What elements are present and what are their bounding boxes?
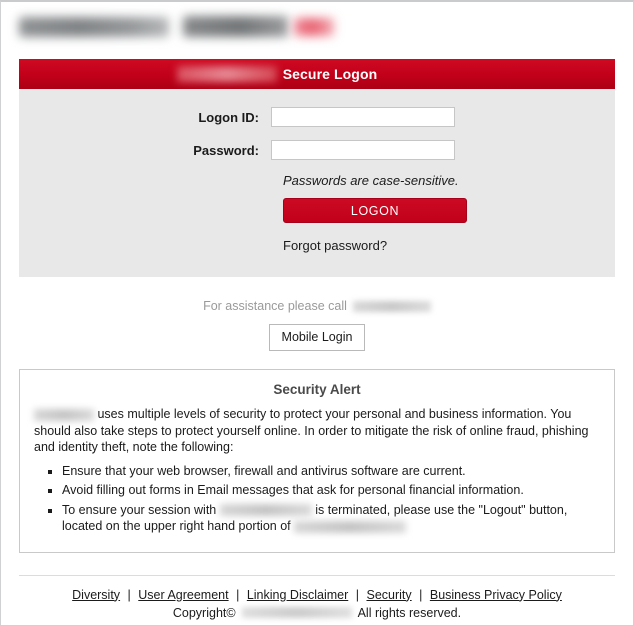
password-row xyxy=(19,140,615,160)
copyright-suffix: All rights reserved. xyxy=(357,605,462,620)
mobile-login-button[interactable]: Mobile Login xyxy=(269,324,366,351)
footer-divider xyxy=(19,575,615,576)
mobile-login-row xyxy=(1,324,633,351)
logon-id-input[interactable] xyxy=(271,107,455,127)
logon-id-row xyxy=(19,107,615,127)
password-label: Password: xyxy=(193,142,259,158)
logon-panel xyxy=(19,89,615,277)
security-alert-list xyxy=(34,463,600,535)
copyright-prefix: Copyright© xyxy=(172,605,236,620)
security-alert-title: Security Alert xyxy=(273,382,361,397)
footer-link-linking-disclaimer[interactable]: Linking Disclaimer xyxy=(246,587,349,602)
assistance-phone-redacted xyxy=(353,301,431,312)
company-name-redacted-1 xyxy=(34,409,94,421)
security-alert-intro-text: uses multiple levels of security to protect your personal and business information. You should also take steps to protect yourself online. In order to mitigate the risk of online fraud, phishing and identity theft, note the following: xyxy=(34,407,589,454)
logo-mark-icon xyxy=(294,18,334,36)
footer-separator: | xyxy=(236,587,240,602)
footer-link-security[interactable]: Security xyxy=(366,587,412,602)
footer-link-diversity[interactable]: Diversity xyxy=(72,587,121,602)
logo-wordmark-secondary xyxy=(183,16,288,37)
page-header xyxy=(1,2,633,59)
logon-actions xyxy=(19,173,615,255)
brand-logo xyxy=(19,16,334,37)
footer-separator: | xyxy=(355,587,359,602)
secure-logon-banner xyxy=(19,59,615,89)
list-item xyxy=(62,502,600,535)
forgot-password-link[interactable]: Forgot password? xyxy=(283,238,388,253)
security-alert-intro xyxy=(34,406,600,456)
list-item: ▪ Avoid filling out forms in Email messages that ask for personal financial information. xyxy=(62,482,600,499)
footer-links xyxy=(1,588,633,602)
banner-title: Secure Logon xyxy=(282,66,378,82)
banner-logo-redacted xyxy=(177,66,277,82)
company-name-redacted-2 xyxy=(220,504,312,516)
logon-button[interactable]: LOGON xyxy=(283,198,467,223)
security-alert-box xyxy=(19,369,615,553)
footer-link-business-privacy-policy[interactable]: Business Privacy Policy xyxy=(429,587,562,602)
footer-link-user-agreement[interactable]: User Agreement xyxy=(138,587,229,602)
logon-id-label: Logon ID: xyxy=(198,109,259,125)
password-input[interactable] xyxy=(271,140,455,160)
copyright-row xyxy=(1,606,633,620)
logo-wordmark-primary xyxy=(19,17,169,37)
assistance-text: For assistance please call xyxy=(203,299,347,313)
list-item: ▪ Ensure that your web browser, firewall and antivirus software are current. xyxy=(62,463,600,480)
bullet3-text-part1: To ensure your session with xyxy=(62,502,217,517)
company-name-redacted-3 xyxy=(294,521,406,533)
footer-separator: | xyxy=(419,587,423,602)
case-sensitive-note: Passwords are case-sensitive. xyxy=(283,173,459,188)
bullet3-text-part2: is terminated, please use the "Logout" button, located on the upper right hand portion of xyxy=(62,502,568,533)
footer-separator: | xyxy=(127,587,131,602)
assistance-text-row xyxy=(1,299,633,313)
copyright-owner-redacted xyxy=(242,607,352,618)
